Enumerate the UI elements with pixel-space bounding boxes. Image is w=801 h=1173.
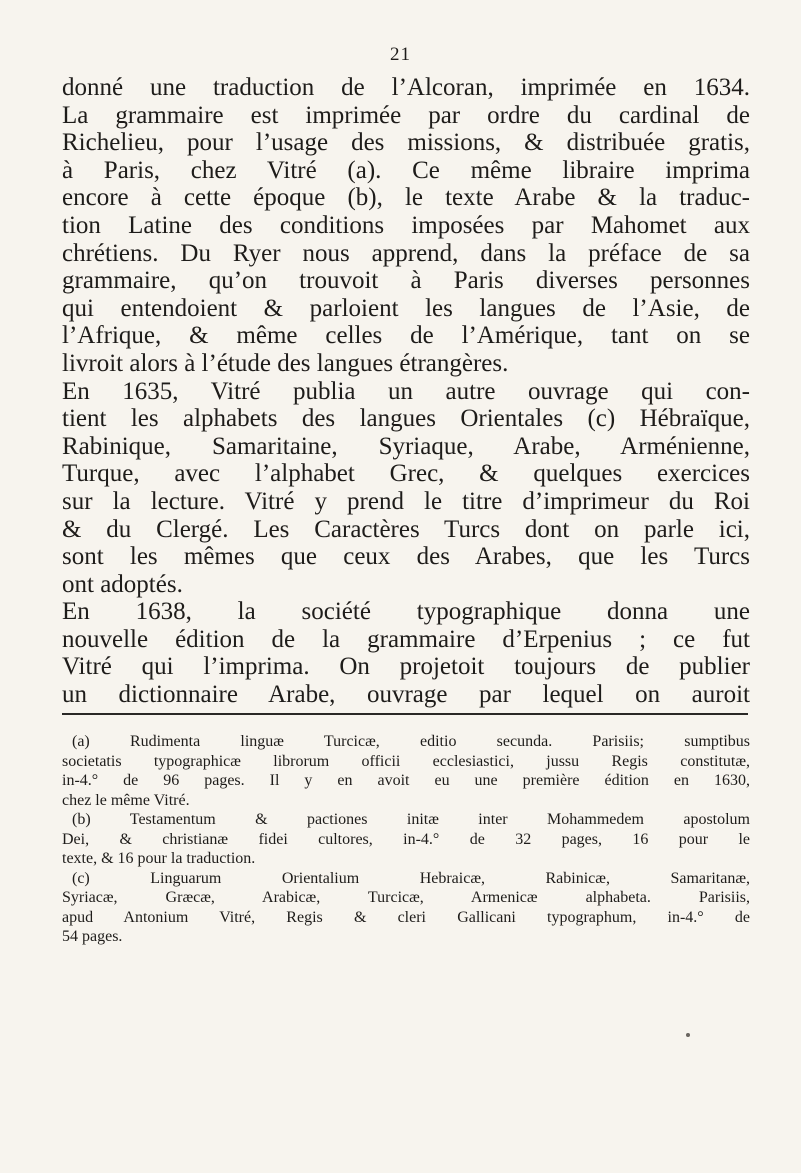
body-line: En 1638, la société typographique donna une bbox=[62, 598, 750, 626]
footnote-line: texte, & 16 pour la traduction. bbox=[62, 850, 256, 867]
footnotes bbox=[62, 732, 750, 947]
body-line: livroit alors à l’étude des langues étrangères. bbox=[62, 349, 509, 377]
body-line: grammaire, qu’on trouvoit à Paris diverses personnes bbox=[62, 267, 750, 295]
body-line: chrétiens. Du Ryer nous apprend, dans la préface de sa bbox=[62, 239, 750, 267]
body-line: sur la lecture. Vitré y prend le titre d’imprimeur du Roi bbox=[62, 487, 750, 515]
footnote-line: apud Antonium Vitré, Regis & cleri Gallicani typographum, in-4.° de bbox=[62, 908, 750, 926]
footnote-line: (c) Linguarum Orientalium Hebraicæ, Rabinicæ, Samaritanæ, bbox=[72, 869, 750, 887]
footnote-line: chez le même Vitré. bbox=[62, 791, 190, 809]
body-line: encore à cette époque (b), le texte Arabe & la traduc- bbox=[62, 184, 750, 212]
ink-spot bbox=[686, 1033, 690, 1037]
body-line: qui entendoient & parloient les langues de l’Asie, de bbox=[62, 294, 750, 322]
body-line: La grammaire est imprimée par ordre du cardinal de bbox=[62, 101, 750, 129]
body-line: Vitré qui l’imprima. On projetoit toujours de publier bbox=[62, 653, 750, 681]
body-line: Rabinique, Samaritaine, Syriaque, Arabe, Arménienne, bbox=[62, 432, 750, 460]
footnote-line: Syriacæ, Græcæ, Arabicæ, Turcicæ, Armenicæ alphabeta. Parisiis, bbox=[62, 889, 750, 906]
body-line: donné une traduction de l’Alcoran, imprimée en 1634. bbox=[62, 74, 750, 101]
footnote-divider bbox=[62, 713, 748, 715]
body-line: Richelieu, pour l’usage des missions, & distribuée gratis, bbox=[62, 129, 750, 157]
body-line: & du Clergé. Les Caractères Turcs dont on parle ici, bbox=[62, 515, 750, 543]
body-line: sont les mêmes que ceux des Arabes, que les Turcs bbox=[62, 543, 750, 571]
footnote-line: (b) Testamentum & pactiones initæ inter Mohammedem apostolum bbox=[72, 811, 750, 828]
body-text bbox=[62, 74, 750, 709]
body-line: à Paris, chez Vitré (a). Ce même libraire imprima bbox=[62, 156, 750, 184]
footnote-line: 54 pages. bbox=[62, 928, 123, 945]
footnote-line: (a) Rudimenta linguæ Turcicæ, editio secunda. Parisiis; sumptibus bbox=[72, 733, 750, 750]
body-line: tion Latine des conditions imposées par Mahomet aux bbox=[62, 211, 750, 239]
footnote-line: societatis typographicæ librorum officii ecclesiastici, jussu Regis constitutæ, bbox=[62, 752, 750, 770]
body-line: nouvelle édition de la grammaire d’Erpenius ; ce fut bbox=[62, 625, 750, 653]
body-line: tient les alphabets des langues Orientales (c) Hébraïque, bbox=[62, 405, 750, 433]
body-line: ont adoptés. bbox=[62, 570, 183, 598]
body-line: l’Afrique, & même celles de l’Amérique, tant on se bbox=[62, 322, 750, 350]
page-number: 21 bbox=[390, 44, 411, 65]
body-line: En 1635, Vitré publia un autre ouvrage qui con- bbox=[62, 377, 750, 405]
footnote-line: Dei, & christianæ fidei cultores, in-4.° de 32 pages, 16 pour le bbox=[62, 830, 750, 848]
footnote-line: in-4.° de 96 pages. Il y en avoit eu une première édition en 1630, bbox=[62, 772, 750, 789]
body-line: un dictionnaire Arabe, ouvrage par lequel on auroit bbox=[62, 681, 750, 709]
body-line: Turque, avec l’alphabet Grec, & quelques exercices bbox=[62, 460, 750, 488]
